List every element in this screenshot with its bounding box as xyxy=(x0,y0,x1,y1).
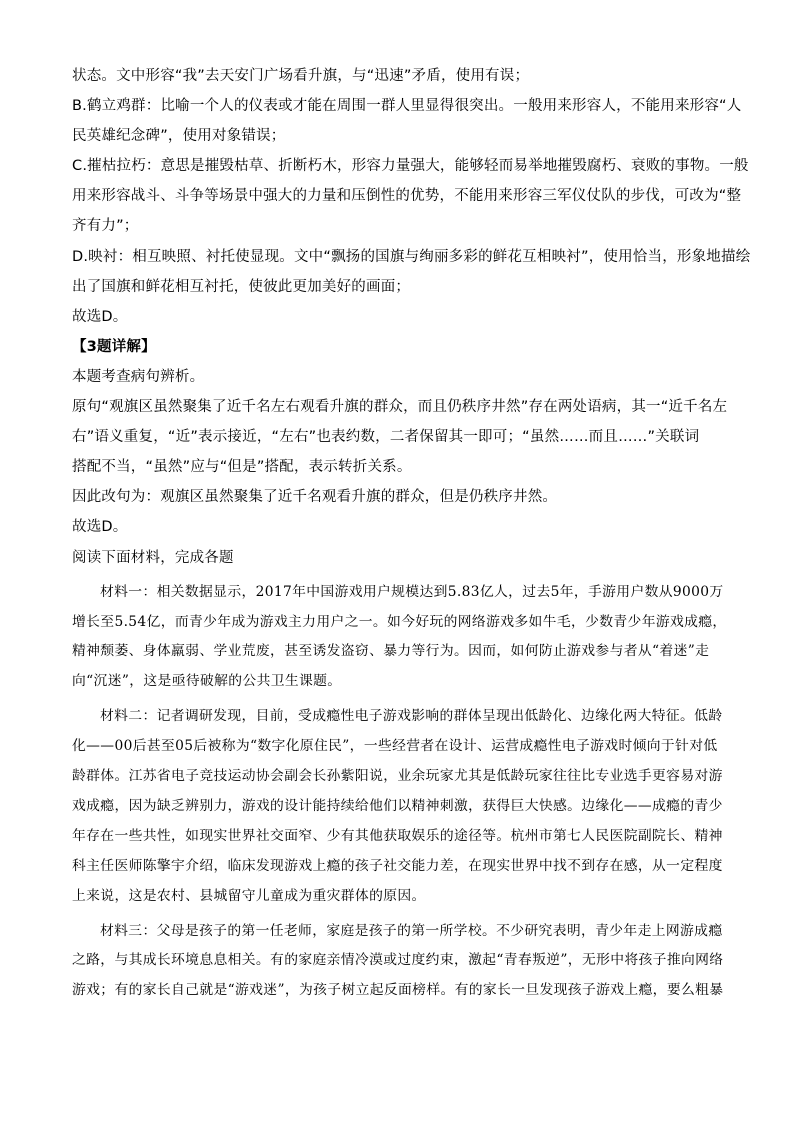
upper-text-block xyxy=(72,61,751,332)
material-line: 向“沉迷”，这是亟待破解的公共卫生课题。 xyxy=(72,673,342,690)
material-line: 精神颓萎、身体羸弱、学业荒废，甚至诱发盗窃、暴力等行为。因而，如何防止游戏参与者从“着迷”走 xyxy=(72,643,710,660)
text-line: 因此改句为：观旗区虽然聚集了近千名观看升旗的群众，但是仍秩序井然。 xyxy=(72,489,558,506)
section-heading: 【3题详解】 xyxy=(72,338,156,355)
text-line: 用来形容战斗、斗争等场景中强大的力量和压倒性的优势，不能用来形容三军仪仗队的步伐，可改为“整 xyxy=(72,188,742,205)
text-line: 右”语义重复，“近”表示接近，“左右”也表约数，二者保留其一即可；“虽然……而且……”关联词 xyxy=(72,429,700,446)
material-line: 科主任医师陈擎宇介绍，临床发现游戏上瘾的孩子社交能力差，在现实世界中找不到存在感，从一定程度 xyxy=(72,857,723,874)
text-line: C.摧枯拉朽：意思是摧毁枯草、折断朽木，形容力量强大，能够轻而易举地摧毁腐朽、衰败的事物。一般 xyxy=(72,158,749,175)
text-line: 状态。文中形容“我”去天安门广场看升旗，与“迅速”矛盾，使用有误； xyxy=(72,68,530,84)
material-line: 材料二：记者调研发现，目前，受成瘾性电子游戏影响的群体呈现出低龄化、边缘化两大特征。低龄 xyxy=(100,708,723,725)
material-line: 戏成瘾，因为缺乏辨别力，游戏的设计能持续给他们以精神刺激，获得巨大快感。边缘化——成瘾的青少 xyxy=(72,797,723,814)
material-two xyxy=(72,702,724,911)
text-line: 原句“观旗区虽然聚集了近千名左右观看升旗的群众，而且仍秩序井然”存在两处语病，其一“近千名左 xyxy=(72,399,728,416)
material-one xyxy=(72,578,727,698)
material-line: 材料一：相关数据显示，2017年中国游戏用户规模达到5.83亿人，过去5年，手游用户数从9000万 xyxy=(100,583,724,600)
lower-text-block xyxy=(72,362,728,573)
text-line: 阅读下面材料，完成各题 xyxy=(72,549,234,566)
text-line: B.鹤立鸡群：比喻一个人的仪表或才能在周围一群人里显得很突出。一般用来形容人，不能用来形容“人 xyxy=(72,98,742,115)
material-line: 材料三：父母是孩子的第一任老师，家庭是孩子的第一所学校。不少研究表明，青少年走上网游成瘾 xyxy=(100,922,723,939)
material-line: 游戏；有的家长自己就是“游戏迷”，为孩子树立起反面榜样。有的家长一旦发现孩子游戏上瘾，要么粗暴 xyxy=(72,982,724,999)
material-line: 上来说，这是农村、县城留守儿童成为重灾群体的原因。 xyxy=(72,887,426,904)
text-line: 齐有力”； xyxy=(72,218,139,235)
text-line: 民英雄纪念碑”，使用对象错误； xyxy=(72,128,286,145)
text-line: 搭配不当，“虽然”应与“但是”搭配，表示转折关系。 xyxy=(72,459,412,476)
material-line: 之路，与其成长环境息息相关。有的家庭亲情冷漠或过度约束，激起“青春叛逆”，无形中将孩子推向网络 xyxy=(72,952,724,969)
document-page xyxy=(72,61,751,1006)
material-line: 增长至5.54亿，而青少年成为游戏主力用户之一。如今好玩的网络游戏多如牛毛，少数青少年游戏成瘾， xyxy=(72,613,727,630)
material-line: 年存在一些共性，如现实世界社交面窄、少有其他获取娱乐的途径等。杭州市第七人民医院副院长、精神 xyxy=(72,827,723,844)
text-line: 故选D。 xyxy=(72,308,128,325)
material-line: 化——00后甚至05后被称为“数字化原住民”，一些经营者在设计、运营成瘾性电子游戏时倾向于针对低 xyxy=(72,738,718,755)
text-line: 出了国旗和鲜花相互衬托，使彼此更加美好的画面； xyxy=(72,278,411,295)
material-three xyxy=(72,917,724,1007)
material-line: 龄群体。江苏省电子竞技运动协会副会长孙紫阳说，业余玩家尤其是低龄玩家往往比专业选手更容易对游 xyxy=(72,768,723,785)
text-line: 故选D。 xyxy=(72,519,128,536)
text-line: 本题考查病句辨析。 xyxy=(72,368,205,385)
text-line: D.映衬：相互映照、衬托使显现。文中“飘扬的国旗与绚丽多彩的鲜花互相映衬”，使用恰当，形象地描绘 xyxy=(72,248,751,265)
